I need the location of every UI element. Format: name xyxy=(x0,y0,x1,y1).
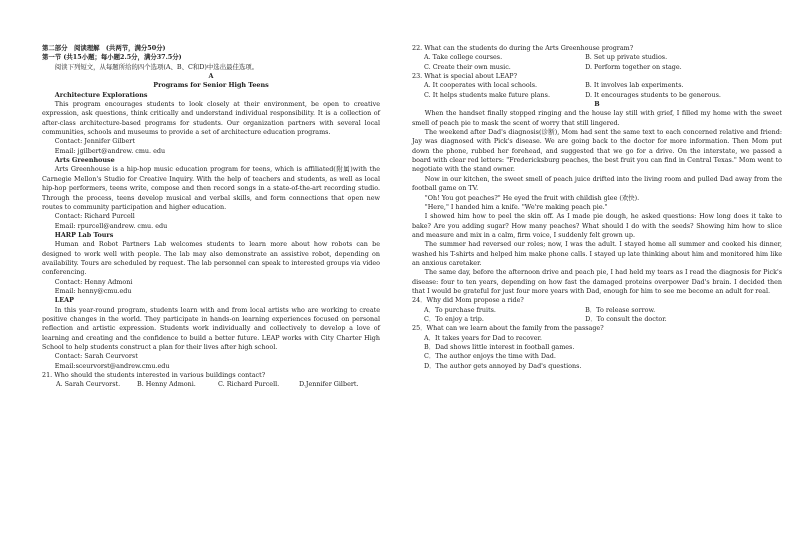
program-name: HARP Lab Tours xyxy=(54,230,114,239)
passage-b-paragraph: "Here," I handed him a knife. "We're making peach pie." xyxy=(424,202,608,211)
program-email: Email:sceurvorst@andrew.cmu.edu xyxy=(54,361,170,370)
question-stem: 24．Why did Mom propose a ride? xyxy=(412,296,524,305)
left-column xyxy=(42,44,380,390)
section-heading: 第一节 (共15小题；每小题2.5分，满分37.5分) xyxy=(42,53,182,62)
option-d[interactable]: D．To consult the doctor. xyxy=(585,314,667,323)
program-email: Email: henny@cmu.edu xyxy=(54,286,132,295)
option-b[interactable]: B. Set up private studios. xyxy=(585,53,668,62)
option-row xyxy=(412,63,782,72)
program-contact: Contact: Richard Purcell xyxy=(54,212,135,221)
passage-a-title: Programs for Senior High Teens xyxy=(153,81,269,90)
question-24 xyxy=(412,296,782,324)
option-b[interactable]: B．Dad shows little interest in football games. xyxy=(424,343,575,351)
passage-b-letter: B xyxy=(594,100,600,109)
question-stem: 22. What can the students do during the Arts Greenhouse program? xyxy=(412,44,634,52)
option-b[interactable]: B. Henny Admoni. xyxy=(137,380,196,389)
program-leap xyxy=(42,296,380,371)
passage-b-paragraph: I showed him how to peel the skin off. As I made pie dough, he asked questions: How long does it take to bake? Are you adding sugar? How many peaches? What should I do with the seeds? Showing him how to slice and measure and mix in a calm, firm voice, I suddenly felt grown up. xyxy=(412,212,782,239)
option-row xyxy=(42,380,380,389)
option-c[interactable]: C．To enjoy a trip. xyxy=(424,314,484,323)
program-name: LEAP xyxy=(54,296,74,305)
option-b[interactable]: B．To release sorrow. xyxy=(585,305,656,314)
option-row xyxy=(412,306,782,315)
passage-b-paragraph: When the handset finally stopped ringing and the house lay still with grief, I filled my home with the sweet smell of peach pie to mask the scent of worry that still lingered. xyxy=(412,109,782,127)
option-row xyxy=(412,81,782,90)
instruction: 阅读下列短文，从每题所给的四个选项(A、B、C和D)中选出最佳选项。 xyxy=(54,62,259,71)
program-architecture xyxy=(42,91,380,156)
option-c[interactable]: C. Create their own music. xyxy=(424,62,511,71)
question-25 xyxy=(412,324,782,371)
option-a[interactable]: A. Sarah Ceurvorst. xyxy=(56,380,121,389)
option-d[interactable]: D. It encourages students to be generous. xyxy=(585,90,721,99)
question-stem: 21. Who should the students interested in various buildings contact? xyxy=(42,371,266,380)
program-text: Human and Robot Partners Lab welcomes students to learn more about how robots can be designed to work well with people. The lab may also demonstrate an assistive robot, depending on availability. Tours are scheduled by request. The lab personnel can speak to interested groups via video conferencing. xyxy=(42,240,380,277)
question-23 xyxy=(412,72,782,100)
option-a[interactable]: A．To purchase fruits. xyxy=(424,305,496,314)
option-a[interactable]: A．It takes years for Dad to recover. xyxy=(424,333,542,342)
program-email: Email: rpurcell@andrew. cmu. edu xyxy=(54,221,168,230)
option-b[interactable]: B. It involves lab experiments. xyxy=(585,81,684,90)
passage-b-paragraph: The same day, before the afternoon drive and peach pie, I had held my tears as I read the diagnosis for Pick's disease: four to ten years, depending on how fast the damaged proteins overpower Dad's brain. I decided then that I would be grateful for just four more years with Dad, enough for him to see me become an adult for real. xyxy=(412,268,782,295)
program-contact: Contact: Henny Admoni xyxy=(54,277,133,286)
program-email: Email: jgilbert@andrew. cmu. edu xyxy=(54,146,166,155)
option-c[interactable]: C．The author enjoys the time with Dad. xyxy=(424,352,556,361)
option-row xyxy=(412,53,782,62)
passage-b-paragraph: The summer had reversed our roles; now, I was the adult. I stayed home all summer and cooked his dinner, washed his T-shirts and helped him make phone calls. I stayed up late thinking about him and monitored him like an anxious caretaker. xyxy=(412,240,782,267)
option-c[interactable]: C. It helps students make future plans. xyxy=(424,90,550,99)
option-c[interactable]: C. Richard Purcell. xyxy=(218,380,280,389)
question-stem: 25．What can we learn about the family from the passage? xyxy=(412,324,604,333)
right-column xyxy=(412,44,782,371)
option-a[interactable]: A. It cooperates with local schools. xyxy=(424,81,538,90)
option-d[interactable]: D．The author gets annoyed by Dad's questions. xyxy=(424,361,582,370)
option-d[interactable]: D.Jennifer Gilbert. xyxy=(299,380,359,389)
program-text: In this year-round program, students learn with and from local artists who are working to create positive changes in the world. They participate in hands-on learning experiences focused on personal reflection and artistic expression. Students work individually and collectively to develop a love of learning and creating and the confidence to build a better future. LEAP works with City Charter High School to help students construct a plan for their lives after high school. xyxy=(42,305,380,351)
option-d[interactable]: D. Perform together on stage. xyxy=(585,62,682,71)
program-text: Arts Greenhouse is a hip-hop music education program for teens, which is affiliated(附属)with the Carnegie Mellon's Studio for Creative Inquiry. With the help of teachers and students, as well as local hip-hop performers, teens write, compose and then record songs in a state-of-the-art recording studio. Through the process, teens develop musical and verbal skills, and form connections that open new routes to community participation and higher education. xyxy=(42,165,380,211)
program-arts-greenhouse xyxy=(42,156,380,231)
program-name: Architecture Explorations xyxy=(54,90,148,99)
passage-a-letter: A xyxy=(208,72,214,81)
program-name: Arts Greenhouse xyxy=(54,156,115,165)
passage-b-paragraph: "Oh! You got peaches?" He eyed the fruit with childish glee (欢快). xyxy=(424,193,640,202)
option-a[interactable]: A. Take college courses. xyxy=(424,53,503,62)
option-row xyxy=(412,91,782,100)
part-heading: 第二部分 阅读理解 (共两节，满分50分) xyxy=(42,44,166,52)
program-contact: Contact: Sarah Ceurvorst xyxy=(54,352,138,361)
passage-b-paragraph: The weekend after Dad's diagnosis(诊断), Mom had sent the same text to each concerned relative and friend: Jay was diagnosed with Pick's disease. We are going back to the doctor for more information. Then Mom put down the phone, rubbed her forehead, and suggested that we go for a drive. On the interstate, we passed a board with clear red letters: "Fredericksburg peaches, the best fruit you can find in Central Texas." Mom went to negotiate with the stand owner. xyxy=(412,128,782,174)
option-row xyxy=(412,315,782,324)
program-contact: Contact: Jennifer Gilbert xyxy=(54,137,135,146)
program-harp xyxy=(42,231,380,296)
program-text: This program encourages students to look closely at their environment, be open to creative expression, ask questions, think critically and understand individual responsibility. It is a collection of after-class architecture-based programs for students. Our organization partners with several local communities, schools and museums to provide a set of architecture education programs. xyxy=(42,100,380,137)
question-21 xyxy=(42,371,380,390)
question-22 xyxy=(412,44,782,72)
passage-b-paragraph: Now in our kitchen, the sweet smell of peach juice drifted into the living room and pulled Dad away from the football game on TV. xyxy=(412,174,782,193)
question-stem: 23. What is special about LEAP? xyxy=(412,72,518,81)
